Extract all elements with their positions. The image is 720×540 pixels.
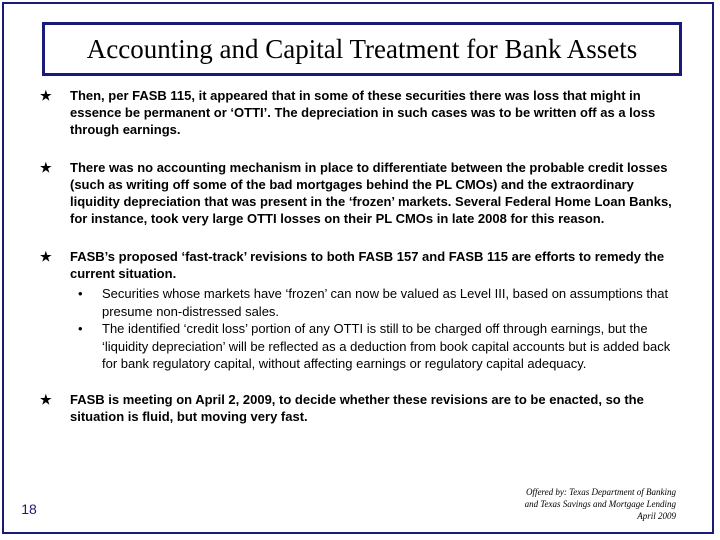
bullet-item <box>40 391 680 425</box>
star-bullet-icon: ★ <box>40 249 52 264</box>
sub-bullet-text: Securities whose markets have ‘frozen’ can now be valued as Level III, based on assumptions that presume non-distressed sales. <box>102 286 669 319</box>
title-box <box>42 22 682 76</box>
page-number: 18 <box>16 496 42 522</box>
star-bullet-icon: ★ <box>40 88 52 103</box>
bullet-text: FASB is meeting on April 2, 2009, to decide whether these revisions are to be enacted, so the situation is fluid, but moving very fast. <box>70 391 644 424</box>
dot-bullet-icon: • <box>78 286 83 301</box>
sub-bullet-list <box>40 285 680 373</box>
slide-title: Accounting and Capital Treatment for Bank Assets <box>86 33 638 64</box>
footer-credit <box>525 486 676 522</box>
sub-bullet-item <box>40 285 680 320</box>
bullet-item <box>40 248 680 282</box>
bullet-item <box>40 87 680 138</box>
bullet-list <box>40 87 680 425</box>
sub-bullet-item <box>40 320 680 373</box>
bullet-item <box>40 159 680 227</box>
sub-bullet-text: The identified ‘credit loss’ portion of any OTTI is still to be charged off through earnings, but the ‘liquidity depreciation’ will be reflected as a deduction from book capital accounts but is added back for bank regulatory capital, without affecting earnings or regulatory capital adequacy. <box>102 321 671 372</box>
bullet-text: Then, per FASB 115, it appeared that in some of these securities there was loss that might in essence be permanent or ‘OTTI’. The depreciation in such cases was to be written off as a loss through earnings. <box>70 88 656 137</box>
dot-bullet-icon: • <box>78 321 83 337</box>
bullet-text: There was no accounting mechanism in place to differentiate between the probable credit losses (such as writing off some of the bad mortgages behind the PL CMOs) and the extraordinary liquidity depreciation that was present in the ‘frozen’ markets. Several Federal Home Loan Banks, for instance, took very large OTTI losses on their PL CMOs in late 2008 for this reason. <box>70 160 672 226</box>
footer-line-2: and Texas Savings and Mortgage Lending <box>524 499 676 509</box>
star-bullet-icon: ★ <box>40 391 52 407</box>
star-bullet-icon: ★ <box>40 160 52 175</box>
footer-line-1: Offered by: Texas Department of Banking <box>525 487 676 497</box>
bullet-text: FASB’s proposed ‘fast-track’ revisions to both FASB 157 and FASB 115 are efforts to remedy the current situation. <box>70 249 665 281</box>
footer-line-3: April 2009 <box>637 511 676 521</box>
